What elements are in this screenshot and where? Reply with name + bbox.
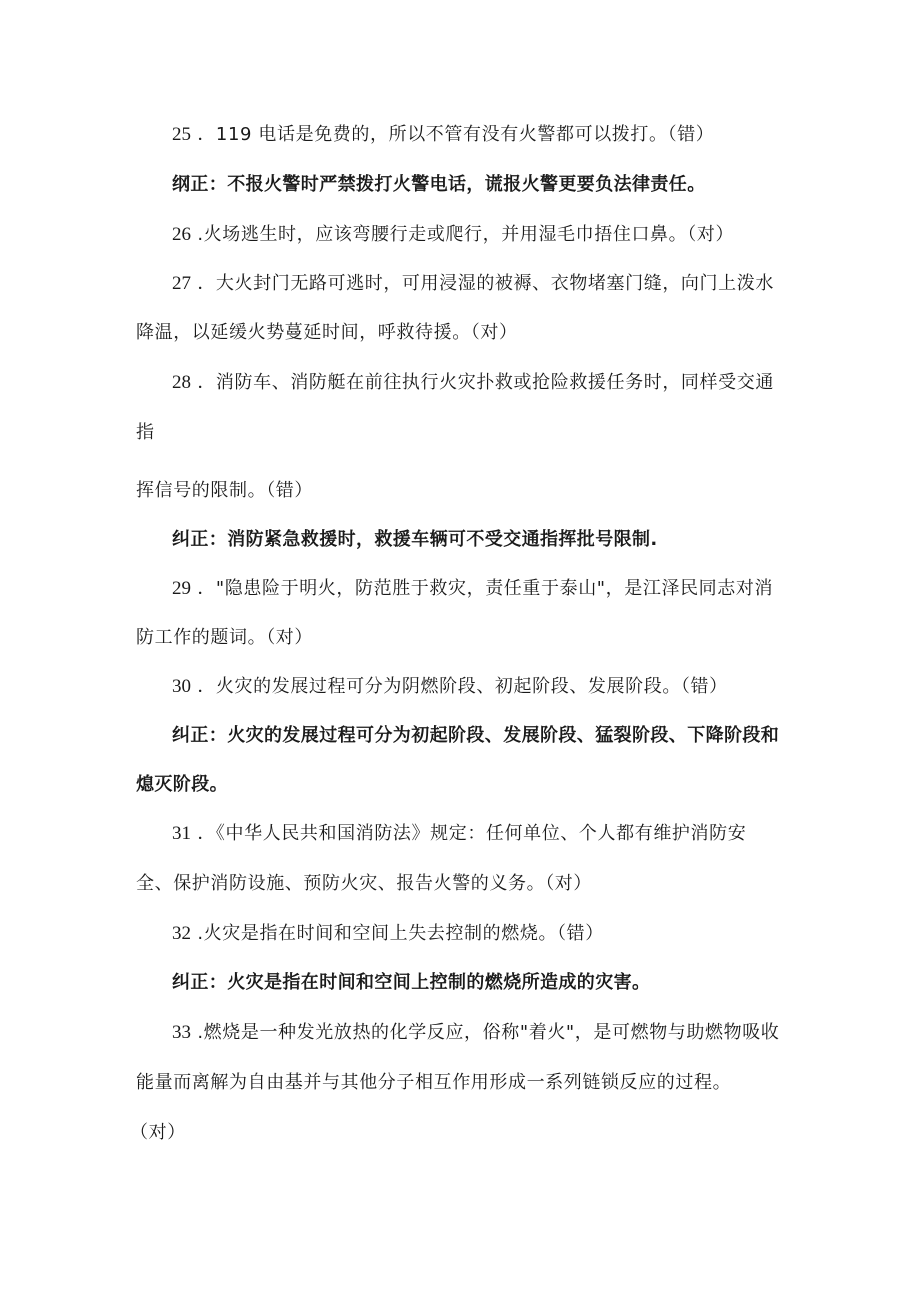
question-text: ．大火封门无路可逃时，可用浸湿的被褥、衣物堵塞门缝，向门上泼水: [197, 273, 774, 294]
question-text: .火灾是指在时间和空间上失去控制的燃烧。（错）: [197, 923, 604, 944]
question-text: ．119 电话是免费的，所以不管有没有火警都可以拨打。（错）: [197, 124, 715, 145]
question-number: 27: [172, 273, 191, 294]
question-28-continued: 指: [136, 422, 155, 443]
question-number: 28: [172, 372, 191, 393]
question-text: .火场逃生时，应该弯腰行走或爬行，并用湿毛巾捂住口鼻。（对）: [197, 224, 735, 245]
question-33: [172, 1020, 779, 1046]
correction-30: 纠正：火灾的发展过程可分为初起阶段、发展阶段、猛裂阶段、下降阶段和: [172, 725, 780, 746]
question-28: [172, 370, 774, 396]
correction-28: 纠正：消防紧急救援时，救援车辆可不受交通指挥批号限制.: [172, 529, 658, 550]
question-text: ．火灾的发展过程可分为阴燃阶段、初起阶段、发展阶段。（错）: [197, 676, 728, 697]
question-28-continued-2: 挥信号的限制。（错）: [136, 480, 313, 501]
question-text: ．消防车、消防艇在前往执行火灾扑救或抢险救援任务时，同样受交通: [197, 372, 774, 393]
correction-25: 纲正：不报火警时严禁拨打火警电话，谎报火警更要负法律责任。: [172, 174, 706, 195]
question-27-continued: 降温，以延缓火势蔓延时间，呼救待援。（对）: [136, 322, 518, 343]
question-26: [172, 222, 734, 248]
question-25: [172, 122, 714, 148]
question-33-continued: 能量而离解为自由基并与其他分子相互作用形成一系列链锁反应的过程。: [136, 1072, 732, 1093]
question-number: 31: [172, 823, 191, 844]
question-number: 25: [172, 124, 191, 145]
question-31-continued: 全、保护消防设施、预防火灾、报告火警的义务。（对）: [136, 873, 592, 894]
question-number: 26: [172, 224, 191, 245]
question-27: [172, 271, 774, 297]
question-number: 32: [172, 923, 191, 944]
question-text: ．《中华人民共和国消防法》规定：任何单位、个人都有维护消防安: [197, 823, 747, 844]
correction-30-continued: 熄灭阶段。: [136, 774, 228, 795]
question-31: [172, 821, 746, 847]
question-number: 29: [172, 578, 191, 599]
question-30: [172, 674, 728, 700]
question-29: [172, 576, 773, 602]
question-number: 33: [172, 1022, 191, 1043]
question-33-answer: （对）: [130, 1122, 186, 1143]
question-number: 30: [172, 676, 191, 697]
question-text: ．"隐患险于明火，防范胜于救灾，责任重于泰山"，是江泽民同志对消: [197, 578, 774, 599]
question-text: .燃烧是一种发光放热的化学反应，俗称"着火"，是可燃物与助燃物吸收: [197, 1022, 780, 1043]
question-29-continued: 防工作的题词。（对）: [136, 627, 313, 648]
question-32: [172, 921, 604, 947]
correction-32: 纠正：火灾是指在时间和空间上控制的燃烧所造成的灾害。: [172, 972, 651, 993]
